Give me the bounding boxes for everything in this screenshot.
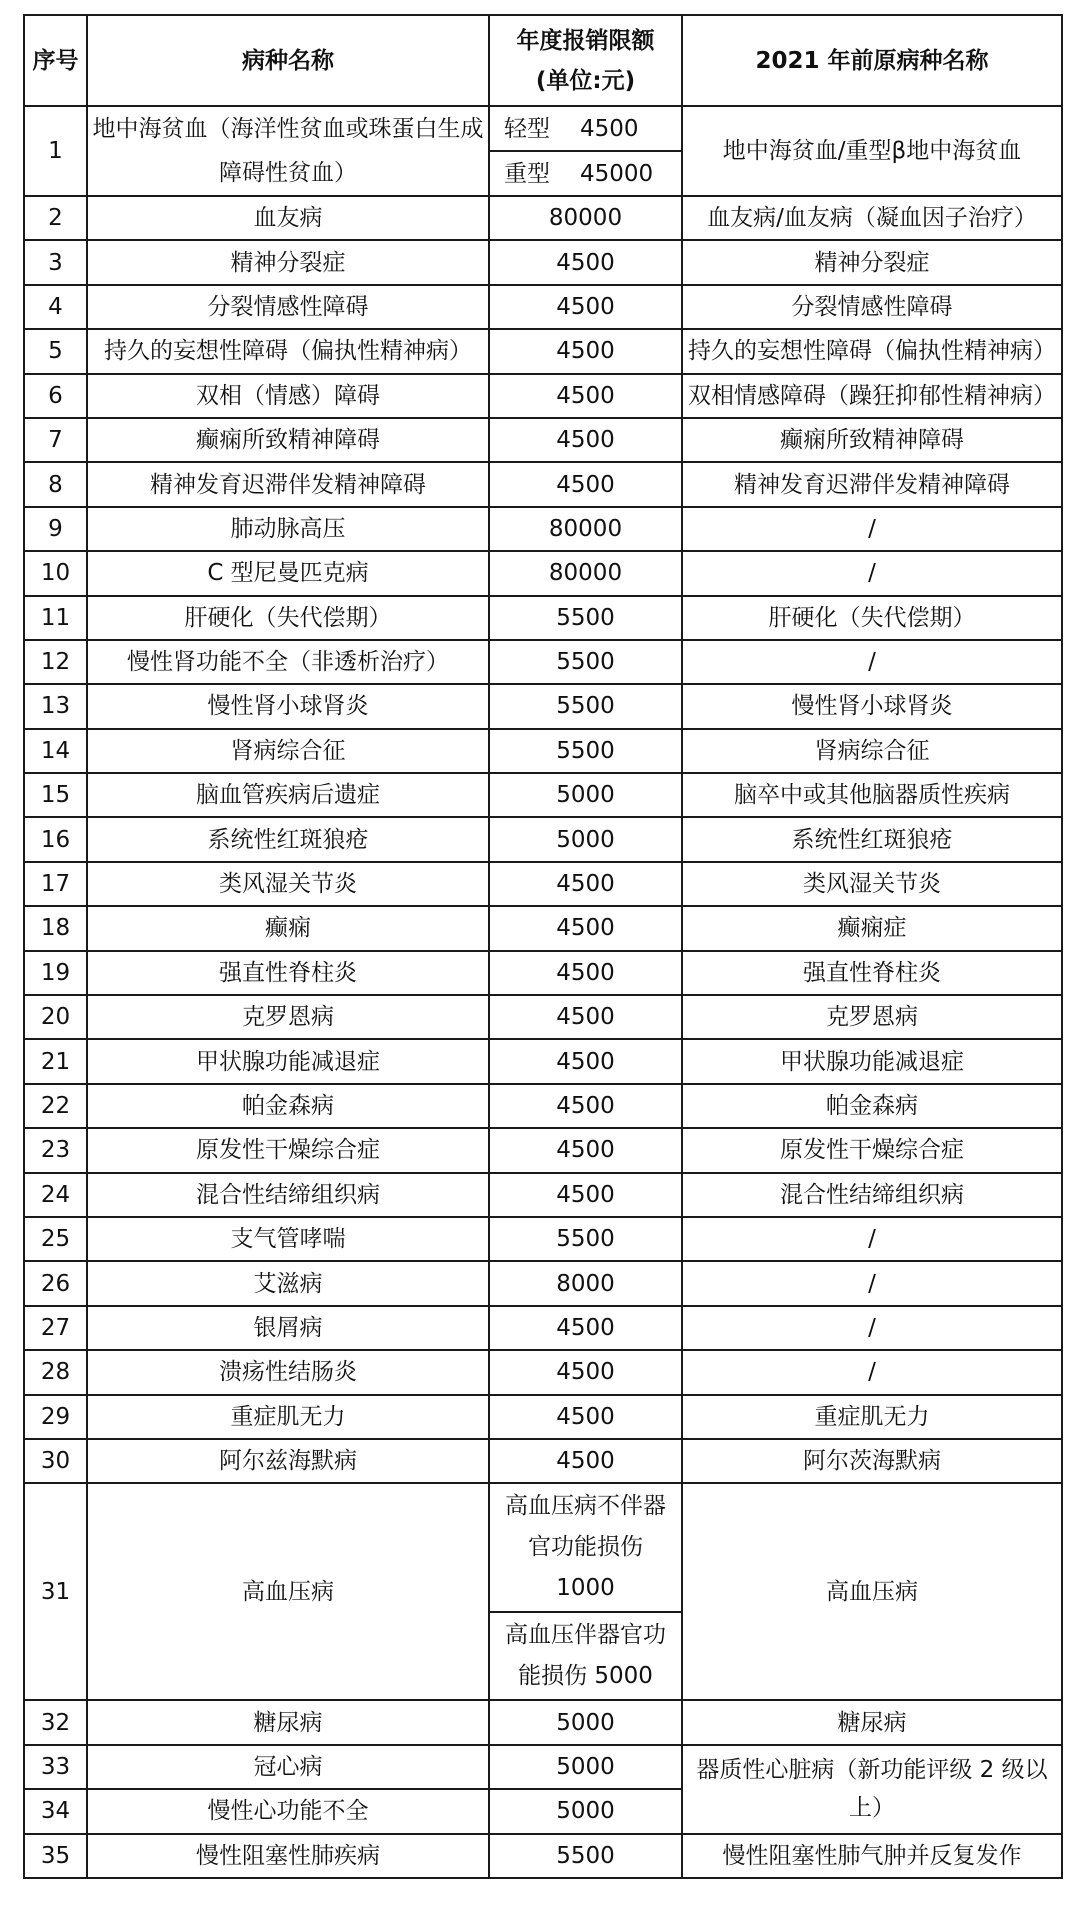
cell-limit: 4500 [489,862,682,906]
cell-seq: 27 [24,1306,87,1350]
header-limit-line1: 年度报销限额 [516,27,655,54]
cell-limit: 4500 [489,1039,682,1083]
cell-prev: 持久的妄想性障碍（偏执性精神病） [682,329,1062,373]
sub-amount: 45000 [580,160,654,187]
cell-limit: 5000 [489,773,682,817]
cell-seq: 20 [24,995,87,1039]
sub-amount: 4500 [580,115,639,142]
cell-seq: 3 [24,240,87,284]
cell-limit: 4500 [489,951,682,995]
cell-limit-sub [489,151,682,196]
header-seq: 序号 [24,15,87,106]
table-row [24,1395,1062,1439]
table-row [24,1261,1062,1305]
cell-prev: 慢性阻塞性肺气肿并反复发作 [682,1834,1062,1878]
cell-disease: 甲状腺功能减退症 [87,1039,489,1083]
table-row [24,551,1062,595]
cell-limit: 5500 [489,1834,682,1878]
table-row [24,1700,1062,1744]
cell-disease: 糖尿病 [87,1700,489,1744]
table-row [24,106,1062,151]
cell-limit: 5500 [489,729,682,773]
cell-limit: 5000 [489,1700,682,1744]
cell-seq: 13 [24,684,87,728]
table-row [24,285,1062,329]
cell-prev: / [682,1261,1062,1305]
cell-limit: 4500 [489,995,682,1039]
cell-disease: 慢性肾功能不全（非透析治疗） [87,640,489,684]
header-limit-line2: (单位:元) [535,67,636,94]
cell-limit: 4500 [489,1350,682,1394]
cell-limit: 80000 [489,196,682,240]
cell-disease: 强直性脊柱炎 [87,951,489,995]
cell-limit: 5000 [489,1789,682,1833]
cell-seq: 21 [24,1039,87,1083]
cell-seq: 32 [24,1700,87,1744]
cell-disease: 癫痫所致精神障碍 [87,418,489,462]
cell-limit-sub: 高血压病不伴器官功能损伤 1000 [489,1483,682,1612]
cell-seq: 14 [24,729,87,773]
cell-prev: 精神发育迟滞伴发精神障碍 [682,462,1062,506]
cell-prev: 克罗恩病 [682,995,1062,1039]
cell-prev: / [682,551,1062,595]
cell-prev: / [682,1306,1062,1350]
cell-limit: 4500 [489,374,682,418]
cell-prev: 双相情感障碍（躁狂抑郁性精神病） [682,374,1062,418]
cell-limit: 5000 [489,1745,682,1789]
table-row [24,1350,1062,1394]
cell-limit: 4500 [489,1128,682,1172]
cell-prev: 系统性红斑狼疮 [682,817,1062,861]
cell-disease: 系统性红斑狼疮 [87,817,489,861]
cell-disease: 肺动脉高压 [87,507,489,551]
cell-limit: 4500 [489,1306,682,1350]
cell-disease: 持久的妄想性障碍（偏执性精神病） [87,329,489,373]
table-row [24,640,1062,684]
cell-seq: 1 [24,106,87,196]
cell-prev: / [682,1350,1062,1394]
cell-disease: 艾滋病 [87,1261,489,1305]
cell-disease: 分裂情感性障碍 [87,285,489,329]
cell-seq: 30 [24,1439,87,1483]
cell-prev: 脑卒中或其他脑器质性疾病 [682,773,1062,817]
header-row [24,15,1062,106]
cell-seq: 10 [24,551,87,595]
cell-prev: 慢性肾小球肾炎 [682,684,1062,728]
table-row [24,1834,1062,1878]
cell-prev: 精神分裂症 [682,240,1062,284]
cell-prev: / [682,1217,1062,1261]
cell-prev: 糖尿病 [682,1700,1062,1744]
table-row [24,462,1062,506]
cell-limit: 80000 [489,551,682,595]
cell-seq: 7 [24,418,87,462]
cell-seq: 15 [24,773,87,817]
cell-prev: 癫痫症 [682,906,1062,950]
header-prev-name: 2021 年前原病种名称 [682,15,1062,106]
cell-disease: 肝硬化（失代偿期） [87,596,489,640]
cell-disease: 慢性心功能不全 [87,1789,489,1833]
cell-prev: 混合性结缔组织病 [682,1173,1062,1217]
cell-seq: 26 [24,1261,87,1305]
table-row [24,1439,1062,1483]
cell-disease: 精神分裂症 [87,240,489,284]
header-disease: 病种名称 [87,15,489,106]
table-row [24,1745,1062,1789]
cell-prev: / [682,507,1062,551]
table-row [24,1173,1062,1217]
cell-limit-sub [489,106,682,151]
cell-limit: 5500 [489,596,682,640]
cell-prev: 肝硬化（失代偿期） [682,596,1062,640]
cell-limit: 4500 [489,462,682,506]
cell-seq: 19 [24,951,87,995]
cell-disease: 重症肌无力 [87,1395,489,1439]
cell-disease: 帕金森病 [87,1084,489,1128]
cell-seq: 12 [24,640,87,684]
cell-limit: 4500 [489,1173,682,1217]
table-row [24,374,1062,418]
header-limit [489,15,682,106]
cell-seq: 28 [24,1350,87,1394]
cell-prev-merged: 器质性心脏病（新功能评级 2 级以上） [682,1745,1062,1834]
cell-disease: 原发性干燥综合症 [87,1128,489,1172]
cell-disease: 精神发育迟滞伴发精神障碍 [87,462,489,506]
cell-limit: 4500 [489,240,682,284]
cell-disease: 高血压病 [87,1483,489,1700]
table-row [24,1483,1062,1612]
cell-prev: 肾病综合征 [682,729,1062,773]
table-row [24,951,1062,995]
cell-prev: 高血压病 [682,1483,1062,1700]
cell-disease: 支气管哮喘 [87,1217,489,1261]
cell-seq: 34 [24,1789,87,1833]
cell-limit: 4500 [489,285,682,329]
table-row [24,729,1062,773]
cell-disease: 慢性肾小球肾炎 [87,684,489,728]
cell-disease: C 型尼曼匹克病 [87,551,489,595]
table-row [24,418,1062,462]
table-row [24,507,1062,551]
table-row [24,1306,1062,1350]
table-row [24,1039,1062,1083]
cell-limit: 4500 [489,329,682,373]
cell-limit: 4500 [489,906,682,950]
cell-seq: 29 [24,1395,87,1439]
cell-limit: 4500 [489,1084,682,1128]
cell-seq: 25 [24,1217,87,1261]
cell-limit: 4500 [489,418,682,462]
table-row [24,1217,1062,1261]
disease-reimbursement-table [23,14,1063,1879]
cell-seq: 18 [24,906,87,950]
cell-disease: 地中海贫血（海洋性贫血或珠蛋白生成障碍性贫血） [87,106,489,196]
cell-prev: 帕金森病 [682,1084,1062,1128]
table-row [24,329,1062,373]
table-row [24,773,1062,817]
cell-seq: 8 [24,462,87,506]
table-row [24,995,1062,1039]
cell-seq: 9 [24,507,87,551]
table-row [24,906,1062,950]
cell-seq: 31 [24,1483,87,1700]
cell-limit: 8000 [489,1261,682,1305]
cell-prev: 分裂情感性障碍 [682,285,1062,329]
cell-seq: 17 [24,862,87,906]
cell-prev: 地中海贫血/重型β地中海贫血 [682,106,1062,196]
cell-seq: 22 [24,1084,87,1128]
cell-disease: 癫痫 [87,906,489,950]
cell-prev: 甲状腺功能减退症 [682,1039,1062,1083]
cell-disease: 混合性结缔组织病 [87,1173,489,1217]
cell-limit: 4500 [489,1439,682,1483]
cell-prev: / [682,640,1062,684]
cell-prev: 类风湿关节炎 [682,862,1062,906]
cell-seq: 11 [24,596,87,640]
table-row [24,1128,1062,1172]
cell-disease: 克罗恩病 [87,995,489,1039]
cell-disease: 血友病 [87,196,489,240]
cell-seq: 33 [24,1745,87,1789]
cell-limit: 80000 [489,507,682,551]
cell-disease: 慢性阻塞性肺疾病 [87,1834,489,1878]
cell-limit: 5500 [489,1217,682,1261]
cell-disease: 类风湿关节炎 [87,862,489,906]
cell-prev: 强直性脊柱炎 [682,951,1062,995]
table-row [24,240,1062,284]
cell-prev: 重症肌无力 [682,1395,1062,1439]
cell-limit-sub: 高血压伴器官功能损伤 5000 [489,1612,682,1700]
cell-prev: 原发性干燥综合症 [682,1128,1062,1172]
cell-disease: 银屑病 [87,1306,489,1350]
cell-limit: 5500 [489,640,682,684]
cell-seq: 6 [24,374,87,418]
cell-seq: 23 [24,1128,87,1172]
table-row [24,596,1062,640]
cell-disease: 阿尔兹海默病 [87,1439,489,1483]
cell-limit: 5000 [489,817,682,861]
sub-label: 轻型 [504,115,550,142]
cell-seq: 35 [24,1834,87,1878]
table-row [24,684,1062,728]
cell-seq: 5 [24,329,87,373]
sub-label: 重型 [504,160,550,187]
cell-disease: 脑血管疾病后遗症 [87,773,489,817]
table-row [24,817,1062,861]
table-row [24,862,1062,906]
cell-prev: 癫痫所致精神障碍 [682,418,1062,462]
cell-seq: 2 [24,196,87,240]
cell-prev: 阿尔茨海默病 [682,1439,1062,1483]
table-row [24,196,1062,240]
cell-disease: 双相（情感）障碍 [87,374,489,418]
cell-disease: 肾病综合征 [87,729,489,773]
cell-disease: 冠心病 [87,1745,489,1789]
cell-limit: 5500 [489,684,682,728]
cell-seq: 24 [24,1173,87,1217]
cell-limit: 4500 [489,1395,682,1439]
table-row [24,1084,1062,1128]
cell-seq: 16 [24,817,87,861]
cell-prev: 血友病/血友病（凝血因子治疗） [682,196,1062,240]
cell-disease: 溃疡性结肠炎 [87,1350,489,1394]
cell-seq: 4 [24,285,87,329]
